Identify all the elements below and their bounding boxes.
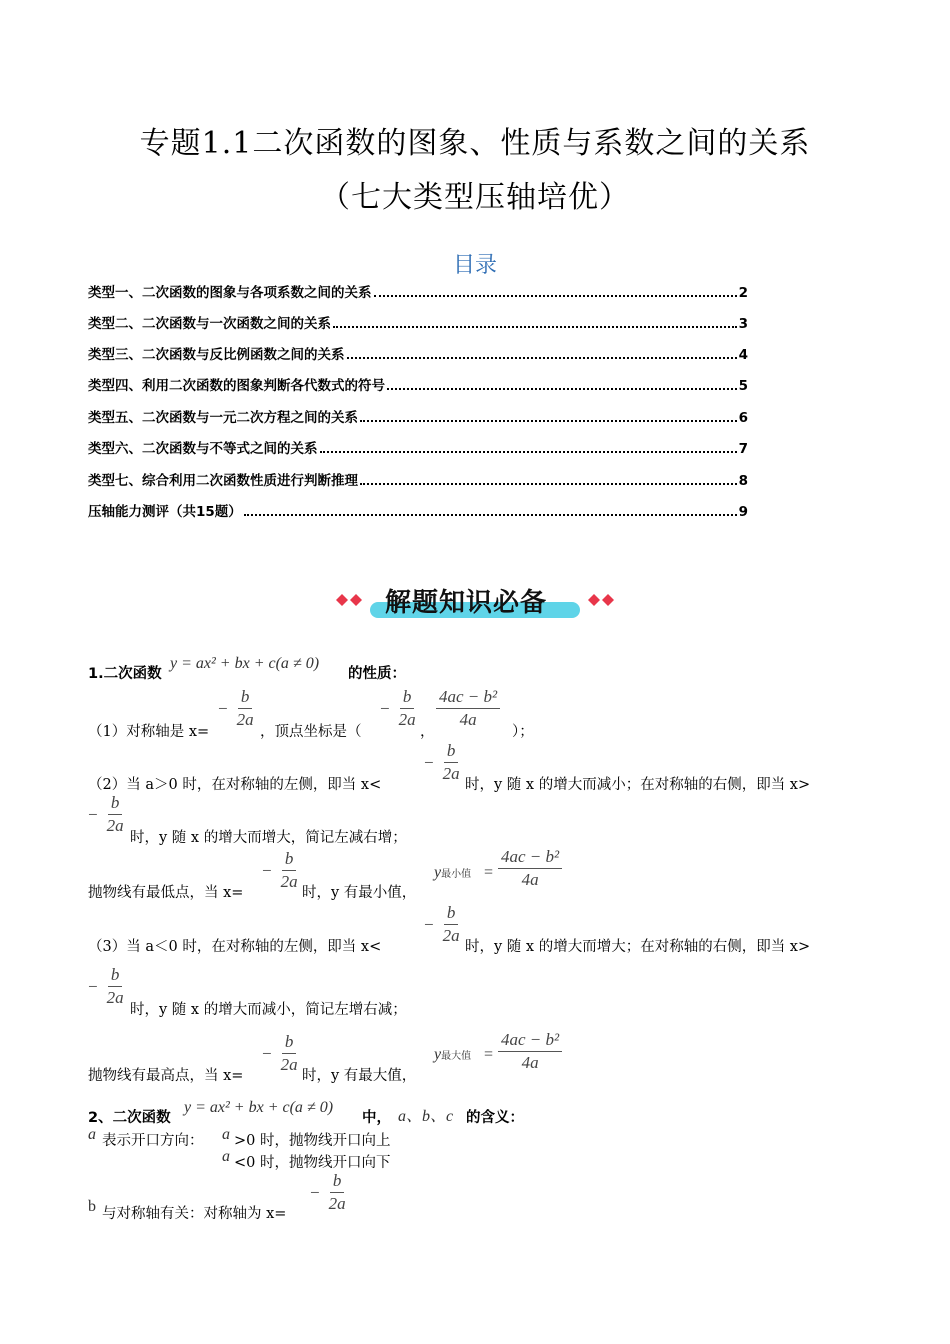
- fraction-neg-b-over-2a: − $\frac{b}{2a}$: [88, 965, 124, 1007]
- p2-text-b: 时，y 随 x 的增大而减小；在对称轴的右侧，即当 x>: [465, 777, 811, 793]
- fraction-vertex-y: 4ac − b² 4a: [498, 846, 562, 891]
- fraction-neg-b-over-2a: − $\frac{b}{2a}$: [262, 849, 298, 891]
- toc-item-page: 8: [738, 473, 748, 489]
- abc-variables: a、b、c: [398, 1108, 454, 1125]
- a-description: 表示开口方向：: [102, 1133, 204, 1149]
- banner-label: 解题知识必备: [385, 588, 548, 618]
- var-a: a: [222, 1126, 230, 1143]
- p2-text-c: 时，y 随 x 的增大而增大，简记左减右增；: [130, 830, 407, 846]
- fraction-vertex-y: 4ac − b² 4a: [436, 686, 500, 731]
- toc-leader-dots: [360, 483, 737, 485]
- fraction-neg-b-over-2a: − $\frac{b}{2a}$: [88, 793, 124, 835]
- fraction-neg-b-over-2a: − $\frac{b}{2a}$: [262, 1032, 298, 1074]
- toc-item-label: 类型六、二次函数与不等式之间的关系: [88, 441, 318, 457]
- ymax-symbol: y最大值: [434, 1046, 472, 1063]
- equals-sign: =: [484, 864, 494, 881]
- section2-formula: y = ax² + bx + c(a ≠ 0): [184, 1099, 334, 1116]
- toc-leader-dots: [347, 357, 737, 359]
- ymin-symbol: y最小值: [434, 864, 472, 881]
- fraction-neg-b-over-2a: − $\frac{b}{2a}$: [424, 903, 460, 945]
- diamond-right-icon: [588, 594, 614, 606]
- fraction-neg-b-over-2a: − $\frac{b}{2a}$: [424, 741, 460, 783]
- p3-text-e: 时，y 有最大值，: [302, 1068, 417, 1084]
- fraction-neg-b-over-2a: − $\frac{b}{2a}$: [310, 1171, 346, 1213]
- diamond-left-icon: [336, 594, 362, 606]
- toc-leader-dots: [333, 326, 737, 328]
- toc-item-label: 类型四、利用二次函数的图象判断各代数式的符号: [88, 378, 385, 394]
- fraction-neg-b-over-2a: − $\frac{b}{2a}$: [218, 687, 254, 729]
- p2-text-a: （2）当 a＞0 时，在对称轴的左侧，即当 x<: [88, 777, 382, 793]
- document-title-line1: 专题1.1二次函数的图象、性质与系数之间的关系: [139, 126, 811, 161]
- section2-heading-suffix: 的含义：: [466, 1110, 524, 1126]
- toc-item-label: 类型五、二次函数与一元二次方程之间的关系: [88, 410, 358, 426]
- a-positive-rule: >0 时，抛物线开口向上: [234, 1133, 391, 1149]
- section1-heading-suffix: 的性质：: [348, 666, 406, 682]
- p1-text-b: ，顶点坐标是（: [260, 724, 362, 740]
- p1-text-a: （1）对称轴是 x=: [88, 724, 210, 740]
- fraction-vertex-y: 4ac − b² 4a: [498, 1029, 562, 1074]
- toc-leader-dots: [387, 388, 737, 390]
- toc-leader-dots: [374, 295, 737, 297]
- toc-item-page: 9: [738, 504, 748, 520]
- p1-text-d: ）；: [512, 724, 534, 740]
- section2-heading-prefix: 2、二次函数: [88, 1110, 171, 1126]
- toc-item-page: 7: [738, 441, 748, 457]
- toc-leader-dots: [244, 514, 737, 516]
- var-a: a: [222, 1148, 230, 1165]
- var-a: a: [88, 1126, 96, 1143]
- p3-text-b: 时，y 随 x 的增大而增大；在对称轴的右侧，即当 x>: [465, 939, 811, 955]
- toc-item[interactable]: [88, 281, 748, 301]
- document-title-line2: （七大类型压轴培优）: [320, 180, 630, 215]
- section2-heading-mid: 中，: [362, 1110, 391, 1126]
- p3-text-a: （3）当 a＜0 时，在对称轴的左侧，即当 x<: [88, 939, 382, 955]
- toc-item-page: 5: [738, 378, 748, 394]
- toc-leader-dots: [320, 451, 737, 453]
- toc-item-page: 4: [738, 347, 748, 363]
- toc-heading: 目录: [452, 253, 497, 278]
- section1-formula: y = ax² + bx + c(a ≠ 0): [170, 655, 320, 672]
- a-negative-rule: <0 时，抛物线开口向下: [234, 1155, 391, 1171]
- fraction-neg-b-over-2a: − $\frac{b}{2a}$: [380, 687, 416, 729]
- toc-item-label: 压轴能力测评（共15题）: [88, 504, 242, 520]
- section1-heading-prefix: 1.二次函数: [88, 666, 162, 682]
- toc-item[interactable]: [88, 406, 748, 426]
- p2-text-d: 抛物线有最低点，当 x=: [88, 885, 244, 901]
- b-description: 与对称轴有关：对称轴为 x=: [102, 1206, 287, 1222]
- toc-item-page: 6: [738, 410, 748, 426]
- toc-item[interactable]: [88, 469, 748, 489]
- p2-text-e: 时，y 有最小值，: [302, 885, 417, 901]
- toc-item-page: 3: [738, 316, 748, 332]
- toc-item[interactable]: [88, 343, 748, 363]
- toc-item-page: 2: [738, 285, 748, 301]
- section-banner: [330, 578, 620, 622]
- toc-item-label: 类型二、二次函数与一次函数之间的关系: [88, 316, 331, 332]
- toc-item[interactable]: [88, 374, 748, 394]
- toc-item-label: 类型七、综合利用二次函数性质进行判断推理: [88, 473, 358, 489]
- toc-item[interactable]: [88, 312, 748, 332]
- toc-item[interactable]: [88, 437, 748, 457]
- p3-text-d: 抛物线有最高点，当 x=: [88, 1068, 244, 1084]
- toc-item-label: 类型一、二次函数的图象与各项系数之间的关系: [88, 285, 372, 301]
- toc-leader-dots: [360, 420, 737, 422]
- toc-item[interactable]: [88, 500, 748, 520]
- equals-sign: =: [484, 1046, 494, 1063]
- p1-text-c: ，: [420, 724, 435, 740]
- var-b: b: [88, 1198, 96, 1215]
- toc-item-label: 类型三、二次函数与反比例函数之间的关系: [88, 347, 345, 363]
- p3-text-c: 时，y 随 x 的增大而减小，简记左增右减；: [130, 1002, 407, 1018]
